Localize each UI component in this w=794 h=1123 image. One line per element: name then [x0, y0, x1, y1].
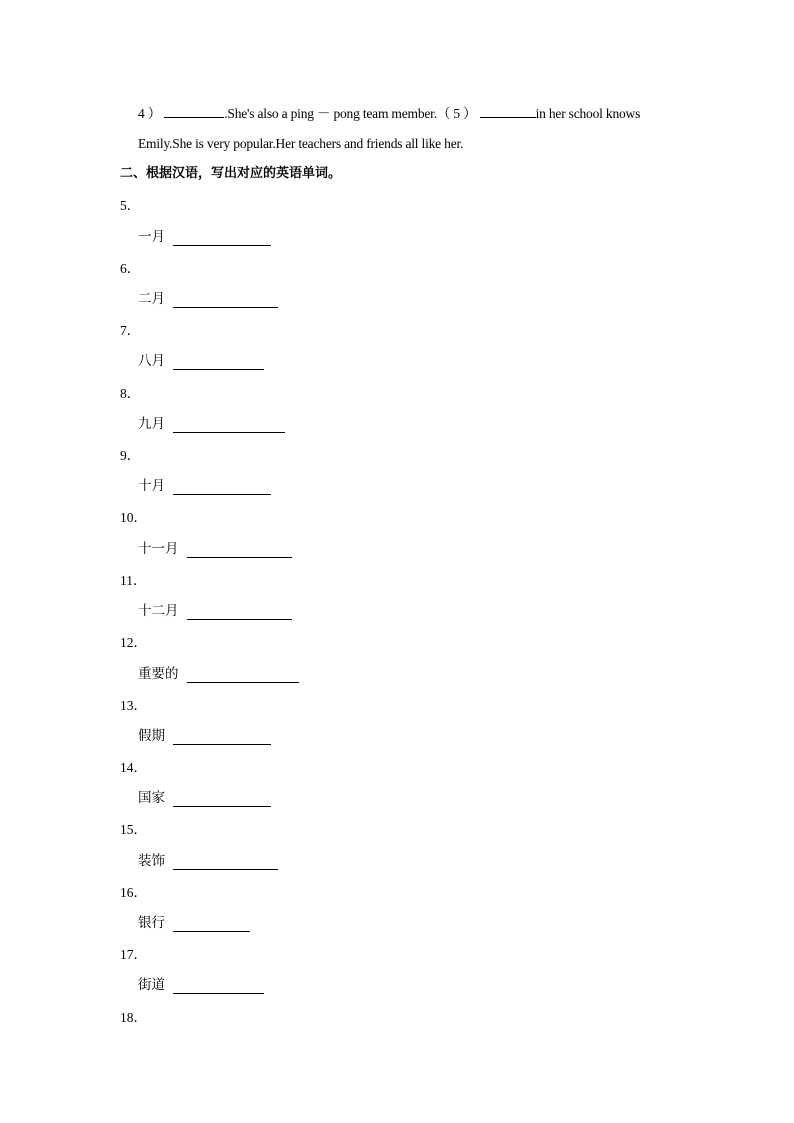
question-number: 7．: [120, 323, 141, 338]
question-row: [138, 914, 250, 932]
question-number: 5．: [120, 198, 141, 213]
question-row: [138, 540, 292, 558]
question-prompt: 国家: [138, 790, 165, 806]
question-number: 11．: [120, 573, 147, 588]
question-row: [138, 352, 264, 370]
question-prompt: 十一月: [138, 541, 179, 557]
question-number: 12．: [120, 635, 147, 650]
question-row: [138, 228, 271, 246]
question-number: 17．: [120, 947, 147, 962]
question-row: [138, 727, 271, 745]
question-prompt: 银行: [138, 915, 165, 931]
question-number: 15．: [120, 822, 147, 837]
answer-line[interactable]: [173, 293, 278, 308]
question-number: 13．: [120, 698, 147, 713]
section-heading: 二、根据汉语，写出对应的英语单词。: [120, 166, 342, 181]
passage-line-1-end: in her school knows: [535, 106, 641, 121]
passage-line-1-start: [138, 104, 640, 123]
question-row: [138, 602, 292, 620]
passage-line-1: [138, 104, 678, 123]
question-row: [138, 415, 285, 433]
question-prompt: 一月: [138, 229, 165, 245]
question-number: 6．: [120, 261, 141, 276]
blank-5-line[interactable]: [480, 104, 536, 118]
question-number: 8．: [120, 386, 141, 401]
question-row: [138, 477, 271, 495]
passage-line-2: Emily.She is very popular.Her teachers and friends all like her.: [138, 136, 464, 151]
question-number: 14．: [120, 760, 147, 775]
answer-line[interactable]: [173, 355, 264, 370]
question-number: 10．: [120, 510, 147, 525]
question-prompt: 装饰: [138, 853, 165, 869]
question-number: 16．: [120, 885, 147, 900]
blank-4-label: 4 ）: [138, 106, 162, 121]
question-number: 9．: [120, 448, 141, 463]
answer-line[interactable]: [173, 917, 250, 932]
answer-line[interactable]: [173, 231, 271, 246]
question-prompt: 街道: [138, 977, 165, 993]
answer-line[interactable]: [173, 792, 271, 807]
question-row: [138, 976, 264, 994]
question-row: [138, 665, 299, 683]
question-prompt: 重要的: [138, 666, 179, 682]
question-prompt: 九月: [138, 416, 165, 432]
answer-line[interactable]: [187, 543, 292, 558]
question-row: [138, 852, 278, 870]
question-prompt: 八月: [138, 353, 165, 369]
answer-line[interactable]: [173, 480, 271, 495]
question-row: [138, 290, 278, 308]
answer-line[interactable]: [187, 668, 299, 683]
question-prompt: 二月: [138, 291, 165, 307]
question-prompt: 假期: [138, 728, 165, 744]
question-number: 18．: [120, 1010, 147, 1025]
blank-4-line[interactable]: [164, 104, 224, 118]
question-prompt: 十月: [138, 478, 165, 494]
answer-line[interactable]: [187, 605, 292, 620]
answer-line[interactable]: [173, 979, 264, 994]
answer-line[interactable]: [173, 855, 278, 870]
question-prompt: 十二月: [138, 603, 179, 619]
answer-line[interactable]: [173, 418, 285, 433]
question-row: [138, 789, 271, 807]
answer-line[interactable]: [173, 730, 271, 745]
passage-line-1-middle: .She's also a ping － pong team member.（ 5 ）: [224, 106, 477, 121]
